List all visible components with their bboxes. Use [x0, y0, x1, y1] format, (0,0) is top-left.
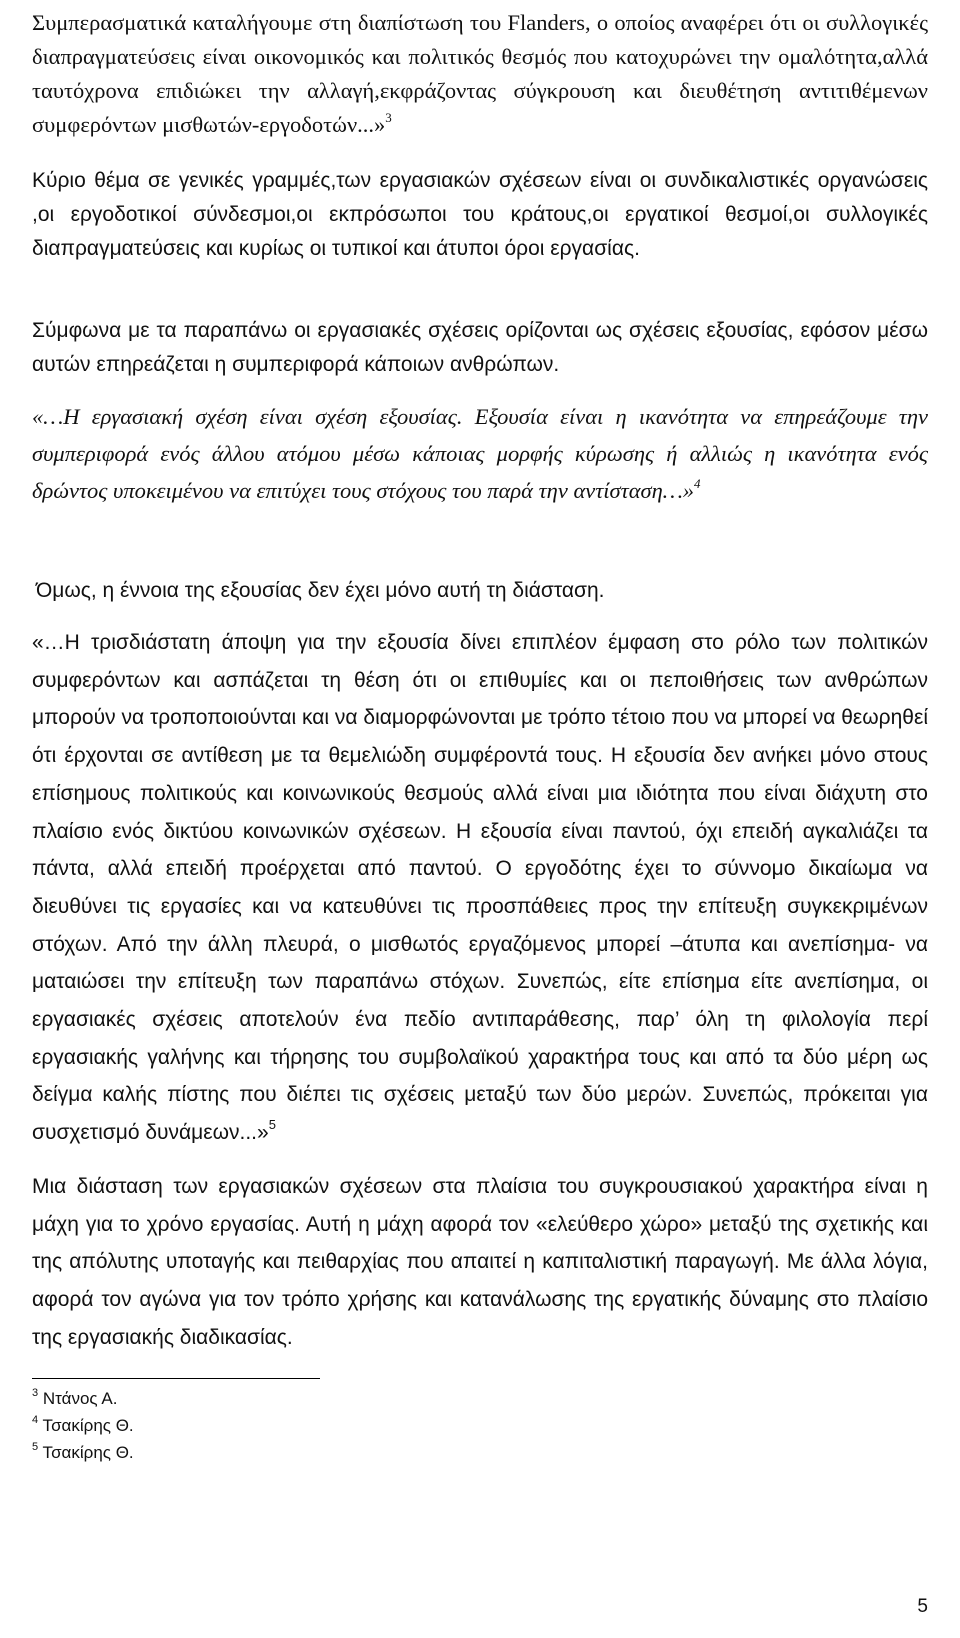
paragraph-1 [32, 6, 928, 142]
paragraph-text: «…Η τρισδιάστατη άποψη για την εξουσία δίνει επιπλέον έμφαση στο ρόλο των πολιτικών συμφερόντων και ασπάζεται τη θέση ότι οι επιθυμίες και οι πεποιθήσεις των ανθρώπων μπορούν να τροποποιούνται και να διαμορφώνονται με τρόπο τέτοιο που να μπορεί να θεωρηθεί ότι έρχονται σε αντίθεση με τα θεμελιώδη συμφέροντά τους. Η εξουσία δεν ανήκει μόνο στους επίσημους πολιτικούς και κοινωνικούς θεσμούς αλλά είναι μια ιδιότητα που είναι διάχυτη στο πλαίσιο ενός δικτύου κοινωνικών σχέσεων. Η εξουσία είναι παντού, όχι επειδή αγκαλιάζει τα πάντα, αλλά επειδή προέρχεται από παντού. Ο εργοδότης έχει το σύννομο δικαίωμα να διευθύνει τις εργασίες και να κατευθύνει τις προσπάθειες προς την επίτευξη συγκεκριμένων στόχων. Από την άλλη πλευρά, ο μισθωτός εργαζόμενος μπορεί –άτυπα και ανεπίσημα- να ματαιώσει την επίτευξη των παραπάνω στόχων. Συνεπώς, είτε επίσημα είτε ανεπίσημα, οι εργασιακές σχέσεις αποτελούν ένα πεδίο αντιπαράθεσης, παρ’ όλη τη φιλολογία περί εργασιακής γαλήνης και τήρησης του συμβολαϊκού χαρακτήρα τους και από τα δύο μέρη ως δείγμα καλής πίστης που διέπει τις σχέσεις μεταξύ των δύο μερών. Συνεπώς, πρόκειται για συσχετισμό δυνάμεων...» [32, 631, 928, 1145]
footnote-number: 5 [32, 1441, 39, 1454]
footnote-number: 3 [32, 1387, 39, 1400]
footnote-text: Ντάνος Α. [42, 1389, 118, 1408]
footnote-marker: 3 [385, 109, 392, 125]
paragraph-2: Κύριο θέμα σε γενικές γραμμές,των εργασιακών σχέσεων είναι οι συνδικαλιστικές οργανώσεις ,οι εργοδοτικοί σύνδεσμοι,οι εκπρόσωποι του κράτους,οι εργατικοί θεσμοί,οι συλλογικές διαπραγματεύσεις και κυρίως οι τυπικοί και άτυποι όροι εργασίας. [32, 169, 928, 260]
footnote-text: Τσακίρης Θ. [42, 1416, 134, 1435]
footnote-4 [32, 1415, 134, 1437]
paragraph-3: Σύμφωνα με τα παραπάνω οι εργασιακές σχέσεις ορίζονται ως σχέσεις εξουσίας, εφόσον μέσω αυτών επηρεάζεται η συμπεριφορά κάποιων ανθρώπων. [32, 319, 928, 376]
footnote-text: Τσακίρης Θ. [42, 1443, 134, 1462]
footnote-marker: 4 [694, 475, 701, 491]
footnote-separator [32, 1378, 320, 1379]
quote-paragraph-2 [32, 624, 928, 1152]
footnote-5 [32, 1442, 134, 1464]
paragraph-7: Μια διάσταση των εργασιακών σχέσεων στα πλαίσια του συγκρουσιακού χαρακτήρα είναι η μάχη για το χρόνο εργασίας. Αυτή η μάχη αφορά τον «ελεύθερο χώρο» μεταξύ της σχετικής και της απόλυτης υποταγής και πειθαρχίας που απαιτεί η καπιταλιστική παραγωγή. Με άλλα λόγια, αφορά τον αγώνα για τον τρόπο χρήσης και κατανάλωσης της εργατικής δύναμης στο πλαίσιο της εργασιακής διαδικασίας. [32, 1175, 928, 1349]
paragraph-text: «…Η εργασιακή σχέση είναι σχέση εξουσίας. Εξουσία είναι η ικανότητα να επηρεάζουμε την συμπεριφορά ενός άλλου ατόμου μέσω κάποιας μορφής κύρωσης ή αλλιώς η ικανότητα ενός δρώντος υποκειμένου να επιτύχει τους στόχους του παρά την αντίσταση…» [32, 404, 928, 503]
footnote-marker: 5 [268, 1117, 276, 1133]
paragraph-text: Συμπερασματικά καταλήγουμε στη διαπίστωση του Flanders, ο οποίος αναφέρει ότι οι συλλογικές διαπραγματεύσεις είναι οικονομικός και πολιτικός θεσμός που κατοχυρώνει την ομαλότητα,αλλά ταυτόχρονα επιδιώκει την αλλαγή,εκφράζοντας σύγκρουση και διευθέτηση αντιτιθέμενων συμφερόντων μισθωτών-εργοδοτών...» [32, 10, 928, 137]
paragraph-5: Όμως, η έννοια της εξουσίας δεν έχει μόνο αυτή τη διάσταση. [36, 579, 605, 602]
footnote-3 [32, 1388, 117, 1410]
page-number: 5 [917, 1596, 928, 1617]
quote-paragraph-1 [32, 398, 928, 509]
footnote-number: 4 [32, 1414, 39, 1427]
